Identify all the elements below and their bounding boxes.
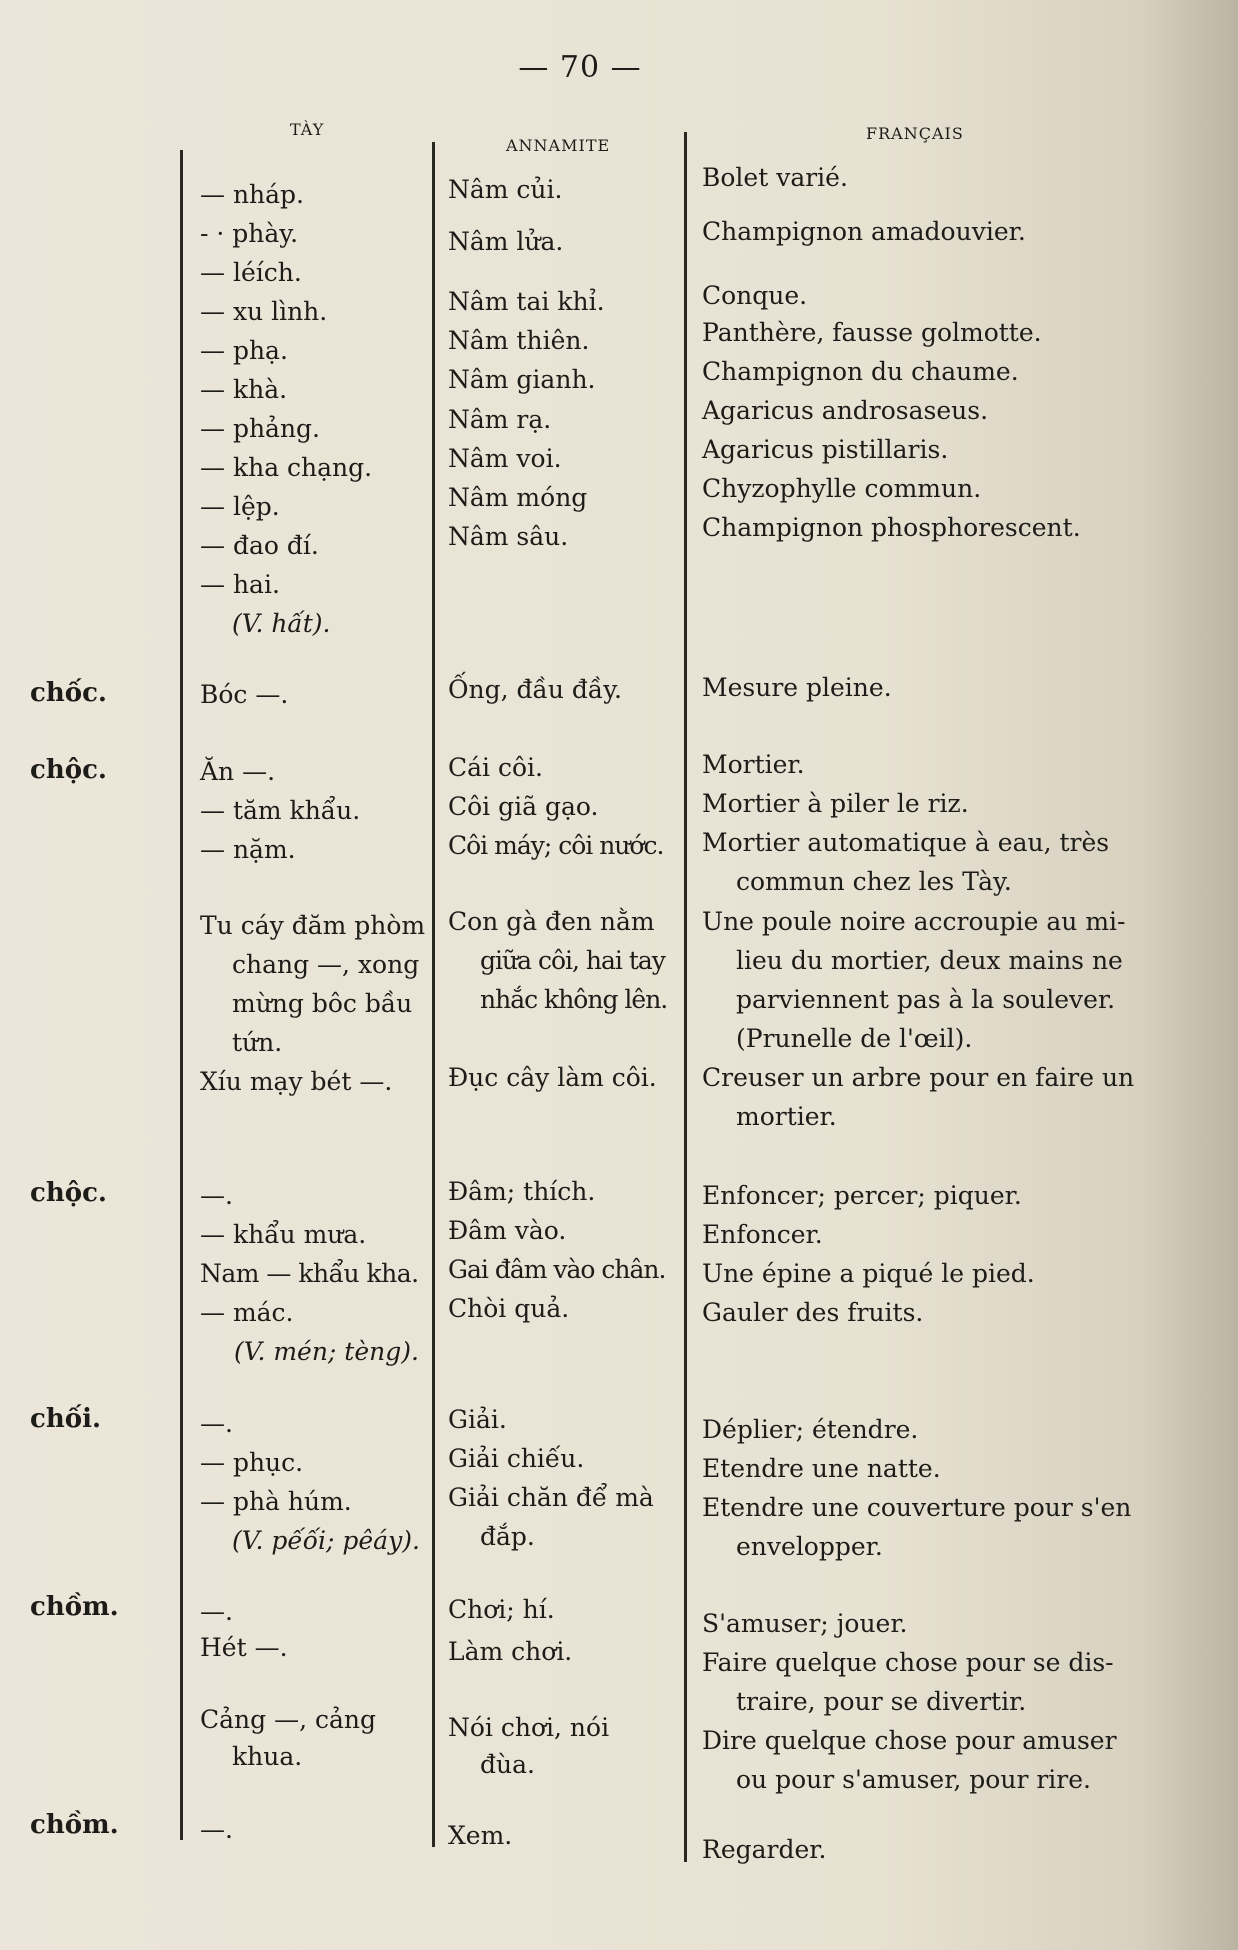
- tay-line: — hai.: [200, 570, 280, 599]
- riddle-annamite-line: nhắc không lên.: [480, 985, 668, 1014]
- francais-line: Enfoncer; percer; piquer.: [702, 1181, 1022, 1210]
- annamite-line: Xem.: [448, 1821, 513, 1850]
- annamite-line: Chơi; hí.: [448, 1595, 555, 1624]
- francais-line: Mortier.: [702, 750, 805, 779]
- annamite-line: Chòi quả.: [448, 1294, 570, 1323]
- tay-line: — phà húm.: [200, 1487, 352, 1516]
- tay-line: — khẩu mưa.: [200, 1220, 367, 1249]
- tay-line: — đao đí.: [200, 531, 319, 560]
- annamite-line: Đục cây làm côi.: [448, 1063, 657, 1092]
- annamite-line: Giải.: [448, 1405, 507, 1434]
- page-number: — 70 —: [518, 50, 642, 85]
- tay-line: — nặm.: [200, 835, 296, 864]
- francais-line: Gauler des fruits.: [702, 1298, 924, 1327]
- riddle-tay-line: Tu cáy đăm phòm: [200, 911, 426, 940]
- tay-reference: (V. mén; tèng).: [234, 1337, 419, 1366]
- tay-line: —.: [200, 1597, 233, 1626]
- francais-line: Etendre une couverture pour s'en: [702, 1493, 1132, 1522]
- francais-line: Bolet varié.: [702, 163, 848, 192]
- tay-line: — phục.: [200, 1448, 304, 1477]
- annamite-line: Nâm lửa.: [448, 227, 564, 256]
- annamite-line: Nâm rạ.: [448, 405, 552, 434]
- tay-line: — phảng.: [200, 414, 321, 443]
- annamite-line: Cái côi.: [448, 753, 543, 782]
- header-annamite: ANNAMITE: [506, 136, 611, 155]
- annamite-line: Làm chơi.: [448, 1637, 573, 1666]
- tay-line: —.: [200, 1181, 233, 1210]
- tay-line: —.: [200, 1815, 233, 1844]
- annamite-line: đùa.: [480, 1750, 535, 1779]
- tay-line: Hét —.: [200, 1633, 288, 1662]
- headword-choc: chốc.: [30, 678, 107, 708]
- francais-line: S'amuser; jouer.: [702, 1609, 908, 1638]
- francais-line: Panthère, fausse golmotte.: [702, 318, 1042, 347]
- francais-line: Agaricus androsaseus.: [702, 396, 989, 425]
- tay-line: - · phày.: [200, 219, 299, 248]
- tay-line: — phạ.: [200, 336, 288, 365]
- tay-line: — léích.: [200, 258, 302, 287]
- francais-line: Regarder.: [702, 1835, 827, 1864]
- francais-line: Champignon du chaume.: [702, 357, 1019, 386]
- francais-line: mortier.: [736, 1102, 837, 1131]
- francais-line: Faire quelque chose pour se dis-: [702, 1648, 1114, 1677]
- annamite-line: Ống, đầu đầy.: [448, 675, 622, 704]
- tay-line: — kha chạng.: [200, 453, 373, 482]
- headword-choi: chối.: [30, 1404, 102, 1434]
- tay-line: Bóc —.: [200, 680, 289, 709]
- annamite-line: Côi giã gạo.: [448, 792, 599, 821]
- riddle-annamite-line: Con gà đen nằm: [448, 907, 655, 936]
- headword-chom: chồm.: [30, 1592, 119, 1622]
- francais-line: commun chez les Tày.: [736, 867, 1012, 896]
- francais-line: Enfoncer.: [702, 1220, 823, 1249]
- francais-line: traire, pour se divertir.: [736, 1687, 1027, 1716]
- tay-line: Cảng —, cảng: [200, 1705, 376, 1734]
- annamite-line: Giải chăn để mà: [448, 1483, 654, 1512]
- tay-line: — mác.: [200, 1298, 294, 1327]
- francais-line: Mortier automatique à eau, très: [702, 828, 1110, 857]
- column-divider-right: [684, 132, 687, 1862]
- francais-line: Mesure pleine.: [702, 673, 892, 702]
- riddle-francais-line: parviennent pas à la soulever.: [736, 985, 1116, 1014]
- annamite-line: Nâm sâu.: [448, 522, 569, 551]
- riddle-tay-line: tứn.: [232, 1028, 283, 1057]
- annamite-line: Nâm thiên.: [448, 326, 590, 355]
- francais-line: Agaricus pistillaris.: [702, 435, 949, 464]
- annamite-line: Nâm tai khỉ.: [448, 287, 605, 316]
- tay-line: — khà.: [200, 375, 288, 404]
- annamite-line: Giải chiếu.: [448, 1444, 585, 1473]
- annamite-line: đắp.: [480, 1522, 535, 1551]
- riddle-francais-line: (Prunelle de l'œil).: [736, 1024, 973, 1053]
- headword-choc-percer: chộc.: [30, 1178, 107, 1208]
- francais-line: Creuser un arbre pour en faire un: [702, 1063, 1135, 1092]
- annamite-line: Nâm móng: [448, 483, 588, 512]
- header-francais: FRANÇAIS: [866, 124, 964, 143]
- tay-reference: (V. hất).: [232, 609, 331, 638]
- header-tay: TÀY: [290, 120, 325, 139]
- tay-line: — xu lình.: [200, 297, 328, 326]
- annamite-line: Nâm củi.: [448, 175, 563, 204]
- tay-line: Xíu mạy bét —.: [200, 1067, 393, 1096]
- annamite-line: Nói chơi, nói: [448, 1713, 610, 1742]
- francais-line: Etendre une natte.: [702, 1454, 941, 1483]
- francais-line: Champignon phosphorescent.: [702, 513, 1081, 542]
- tay-line: — lệp.: [200, 492, 280, 521]
- headword-chom-regarder: chồm.: [30, 1810, 119, 1840]
- annamite-line: Nâm voi.: [448, 444, 562, 473]
- tay-line: khua.: [232, 1742, 303, 1771]
- francais-line: Champignon amadouvier.: [702, 217, 1026, 246]
- riddle-annamite-line: giữa côi, hai tay: [480, 946, 665, 975]
- riddle-francais-line: lieu du mortier, deux mains ne: [736, 946, 1123, 975]
- riddle-tay-line: chang —, xong: [232, 950, 420, 979]
- francais-line: Déplier; étendre.: [702, 1415, 919, 1444]
- francais-line: Mortier à piler le riz.: [702, 789, 969, 818]
- annamite-line: Gai đâm vào chân.: [448, 1255, 666, 1284]
- annamite-line: Đâm; thích.: [448, 1177, 596, 1206]
- riddle-tay-line: mừng bôc bầu: [232, 989, 413, 1018]
- annamite-line: Đâm vào.: [448, 1216, 567, 1245]
- francais-line: Une épine a piqué le pied.: [702, 1259, 1035, 1288]
- tay-line: Ăn —.: [200, 757, 276, 786]
- tay-reference: (V. pếối; pêáy).: [232, 1526, 420, 1555]
- column-divider-left: [180, 150, 183, 1840]
- tay-line: —.: [200, 1409, 233, 1438]
- tay-line: — tăm khẩu.: [200, 796, 361, 825]
- riddle-francais-line: Une poule noire accroupie au mi-: [702, 907, 1126, 936]
- francais-line: Dire quelque chose pour amuser: [702, 1726, 1117, 1755]
- francais-line: envelopper.: [736, 1532, 883, 1561]
- tay-line: — nháp.: [200, 180, 305, 209]
- francais-line: Conque.: [702, 281, 808, 310]
- tay-line: Nam — khẩu kha.: [200, 1259, 419, 1288]
- annamite-line: Nâm gianh.: [448, 365, 596, 394]
- francais-line: ou pour s'amuser, pour rire.: [736, 1765, 1091, 1794]
- headword-choc-mortier: chộc.: [30, 755, 107, 785]
- column-divider-middle: [432, 142, 435, 1847]
- annamite-line: Côi máy; côi nước.: [448, 831, 664, 860]
- francais-line: Chyzophylle commun.: [702, 474, 982, 503]
